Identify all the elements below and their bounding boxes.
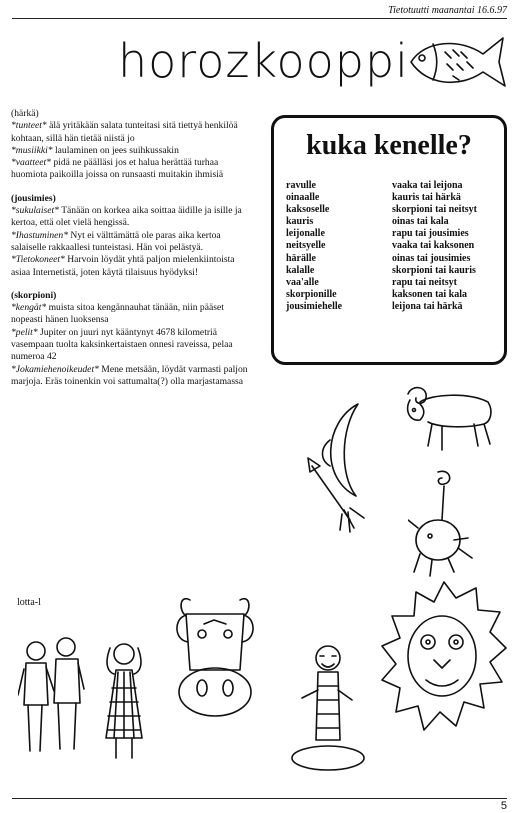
pair-match: leijona tai härkä [392, 300, 463, 312]
pair-row [286, 289, 502, 301]
pair-match: skorpioni tai neitsyt [392, 204, 478, 216]
pair-row [286, 265, 502, 277]
worm-drawing [290, 630, 370, 775]
sign-heading: (skorpioni) [11, 289, 57, 301]
pair-sign: kaksoselle [286, 204, 330, 216]
horoscope-line [11, 120, 256, 145]
pair-match: skorpioni tai kauris [392, 264, 476, 276]
pair-row [286, 204, 502, 216]
pair-sign: vaa'alle [286, 276, 319, 288]
pair-sign: leijonalle [286, 228, 325, 240]
pair-sign: oinaalle [286, 192, 320, 204]
compatibility-box [271, 115, 507, 365]
horoscope-line [11, 157, 256, 182]
pair-sign: kalalle [286, 264, 315, 276]
topic-text: laulaminen on jees suihkussakin [52, 144, 179, 156]
pair-sign: ravulle [286, 180, 316, 191]
pair-match: vaaka tai leijona [392, 180, 463, 191]
page-number: 5 [500, 800, 507, 812]
pair-row [286, 253, 502, 265]
topic-tag: *Tietokoneet* [11, 254, 65, 266]
fish-icon [405, 30, 509, 92]
page-title: horozkooppi [118, 34, 409, 88]
pair-match: oinas tai kala [392, 216, 449, 228]
topic-text: Jupiter on juuri nyt kääntynyt 4678 kilometriä vasempaan tuolta kaksinkertaistaen onnesi raveissa, pelaa numeroa 42 [11, 326, 233, 363]
pair-row [286, 180, 502, 192]
girl-drawing [100, 638, 150, 763]
pair-match: oinas tai jousimies [392, 252, 471, 264]
pair-sign: neitsyelle [286, 240, 326, 252]
horoscope-line [11, 364, 256, 389]
horoscope-line [11, 205, 256, 230]
horoscope-line [11, 230, 256, 255]
header-text: Tietotuutti maanantai 16.6.97 [388, 5, 507, 16]
pair-match: kauris tai härkä [392, 192, 461, 204]
lion-drawing [380, 576, 508, 766]
topic-tag: *tunteet* [11, 120, 47, 132]
author-signature: lotta-l [17, 597, 41, 608]
page-header [12, 4, 507, 19]
ram-drawing [398, 380, 498, 460]
pair-row [286, 240, 502, 252]
horoscope-line [11, 254, 256, 279]
topic-text: Mene metsään, löydät varmasti paljon marjoja. Eräs toinenkin voi sattumalta(?) olla marjastamassa [11, 363, 248, 387]
topic-text: Harvoin löydät yhtä paljon mielenkiintoista asiaa Internetistä, joten käytä tilaisuus hyödyksi! [11, 254, 235, 278]
sign-heading: (härkä) [11, 108, 39, 119]
crab-drawing [408, 468, 480, 578]
pair-row [286, 192, 502, 204]
box-title: kuka kenelle? [306, 130, 472, 161]
pair-sign: kauris [286, 216, 314, 228]
topic-tag: *vaatteet* [11, 157, 51, 169]
children-drawing [18, 625, 88, 760]
topic-text: Tänään on korkea aika soittaa äidille ja isille ja kertoa, että olet vielä hengissä. [11, 205, 242, 229]
topic-tag: *musiikki* [11, 144, 53, 156]
horoscope-line [11, 145, 256, 157]
horoscope-line [11, 327, 256, 364]
horoscope-column [11, 108, 256, 388]
pair-sign: härälle [286, 252, 316, 264]
horoscope-line [11, 302, 256, 327]
pair-match: vaaka tai kaksonen [392, 240, 475, 252]
topic-tag: *Ihastuminen* [11, 229, 69, 241]
pair-match: rapu tai jousimies [392, 228, 469, 240]
pair-match: rapu tai neitsyt [392, 276, 457, 288]
horoscope-skorpioni [11, 290, 256, 388]
horoscope-harka [11, 108, 256, 182]
pair-row [286, 301, 502, 313]
pair-sign: jousimiehelle [286, 300, 343, 312]
topic-tag: *pelit* [11, 326, 38, 338]
topic-text: älä yritäkään salata tunteitasi sitä tiettyä henkilöä kohtaan, sillä hän tietää niistä jo [11, 120, 238, 144]
topic-tag: *sukulaiset* [11, 205, 59, 217]
pair-row [286, 277, 502, 289]
cow-face-drawing [160, 590, 270, 725]
horoscope-jousimies [11, 193, 256, 279]
pair-sign: skorpionille [286, 288, 337, 300]
pair-match: kaksonen tai kala [392, 288, 468, 300]
sign-heading: (jousimies) [11, 192, 56, 204]
topic-text: pidä ne päälläsi jos et halua herättää turhaa huomiota paikoilla joissa on runsaasti muitakin ihmisiä [11, 157, 224, 181]
moon-arrow-drawing [290, 400, 380, 535]
pairs-list [286, 180, 502, 313]
footer-rule [12, 798, 507, 799]
pair-row [286, 228, 502, 240]
topic-text: muista sitoa kengännauhat tänään, niin pääset nopeasti hänen luoksensa [11, 302, 224, 326]
topic-tag: *Jokamiehenoikeudet* [11, 363, 99, 375]
pair-row [286, 216, 502, 228]
topic-text: Nyt ei välttämättä ole paras aika kertoa salaiselle rakkaallesi tunteistasi. Hän voi pelästyä. [11, 229, 221, 253]
topic-tag: *kengät* [11, 302, 47, 314]
